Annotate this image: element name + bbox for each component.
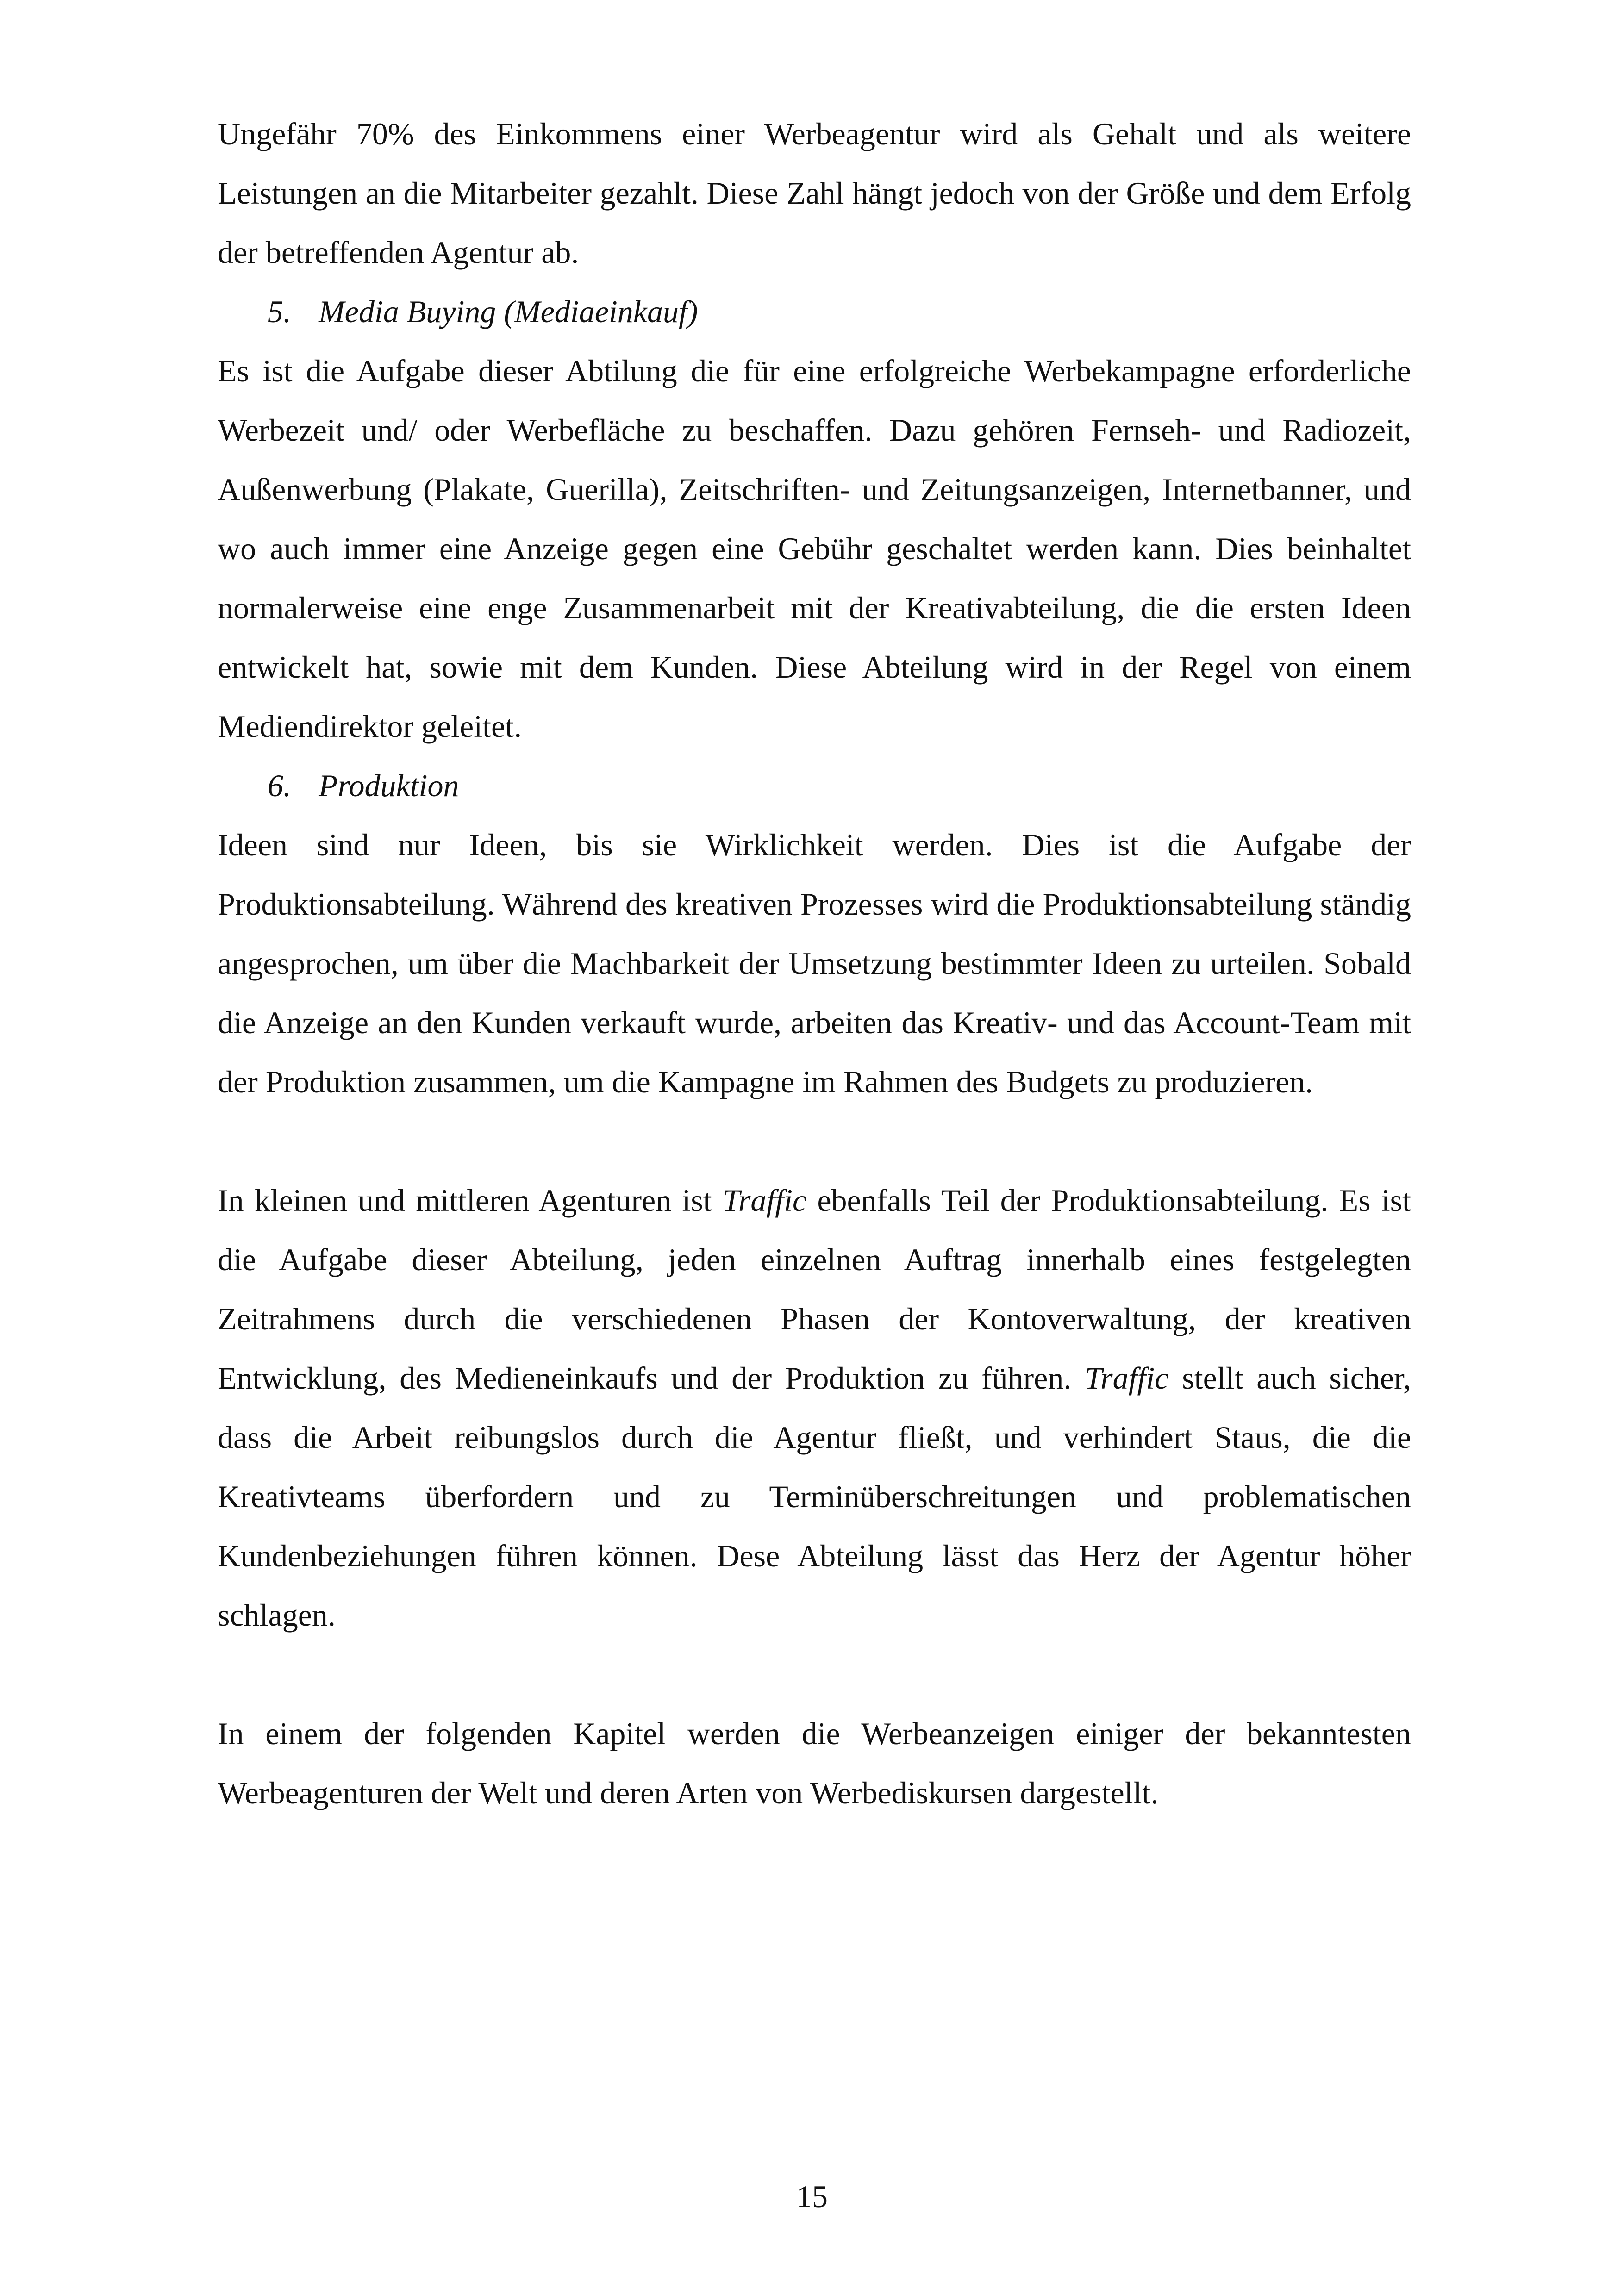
page-number: 15 — [796, 2179, 828, 2214]
heading-produktion-number: 6. — [268, 768, 291, 803]
paragraph-traffic-part-3: stellt auch sicher, dass die Arbeit reibungslos durch die Agentur fließt, und verhindert Staus, die die Kreativteams überfordern und zu Terminüberschreitungen und problematischen Kundenbeziehungen führen können. Dese Abteilung lässt das Herz der Agentur höher schlagen. — [218, 1360, 1411, 1633]
paragraph-traffic-term-1: Traffic — [722, 1183, 807, 1218]
paragraph-income-text: Ungefähr 70% des Einkommens einer Werbeagentur wird als Gehalt und als weitere Leistungen an die Mitarbeiter gezahlt. Diese Zahl hängt jedoch von der Größe und dem Erfolg der betreffenden Agentur ab. — [218, 116, 1411, 270]
heading-media-buying — [218, 282, 1411, 341]
paragraph-outlook — [218, 1704, 1411, 1822]
paragraph-traffic-term-2: Traffic — [1085, 1360, 1169, 1396]
paragraph-outlook-text: In einem der folgenden Kapitel werden die Werbeanzeigen einiger der bekanntesten Werbeagenturen der Welt und deren Arten von Werbediskursen dargestellt. — [218, 1716, 1411, 1810]
paragraph-media-buying — [218, 341, 1411, 756]
heading-media-buying-title: Media Buying (Mediaeinkauf) — [319, 294, 698, 329]
paragraph-income — [218, 104, 1411, 282]
paragraph-media-buying-text: Es ist die Aufgabe dieser Abtilung die für eine erfolgreiche Werbekampagne erforderliche Werbezeit und/ oder Werbefläche zu beschaffen. Dazu gehören Fernseh- und Radiozeit, Außenwerbung (Plakate, Guerilla), Zeitschriften- und Zeitungsanzeigen, Internetbanner, und wo auch immer eine Anzeige gegen eine Gebühr geschaltet werden kann. Dies beinhaltet normalerweise eine enge Zusammenarbeit mit der Kreativabteilung, die die ersten Ideen entwickelt hat, sowie mit dem Kunden. Diese Abteilung wird in der Regel von einem Mediendirektor geleitet. — [218, 353, 1411, 744]
heading-produktion — [218, 756, 1411, 815]
paragraph-traffic-part-2: ebenfalls Teil der Produktionsabteilung. Es ist die Aufgabe dieser Abteilung, jeden einzelnen Auftrag innerhalb eines festgelegten Zeitrahmens durch die verschiedenen Phasen der Kontoverwaltung, der kreativen Entwicklung, des Medieneinkaufs und der Produktion zu führen. — [218, 1183, 1411, 1396]
heading-produktion-title: Produktion — [319, 768, 459, 803]
paragraph-produktion-text: Ideen sind nur Ideen, bis sie Wirklichkeit werden. Dies ist die Aufgabe der Produktionsabteilung. Während des kreativen Prozesses wird die Produktionsabteilung ständig angesprochen, um über die Machbarkeit der Umsetzung bestimmter Ideen zu urteilen. Sobald die Anzeige an den Kunden verkauft wurde, arbeiten das Kreativ- und das Account-Team mit der Produktion zusammen, um die Kampagne im Rahmen des Budgets zu produzieren. — [218, 827, 1411, 1099]
body-text — [218, 104, 1411, 1822]
paragraph-traffic — [218, 1171, 1411, 1645]
heading-media-buying-number: 5. — [268, 294, 291, 329]
paragraph-produktion — [218, 815, 1411, 1111]
paragraph-traffic-part-1: In kleinen und mittleren Agenturen ist — [218, 1183, 723, 1218]
